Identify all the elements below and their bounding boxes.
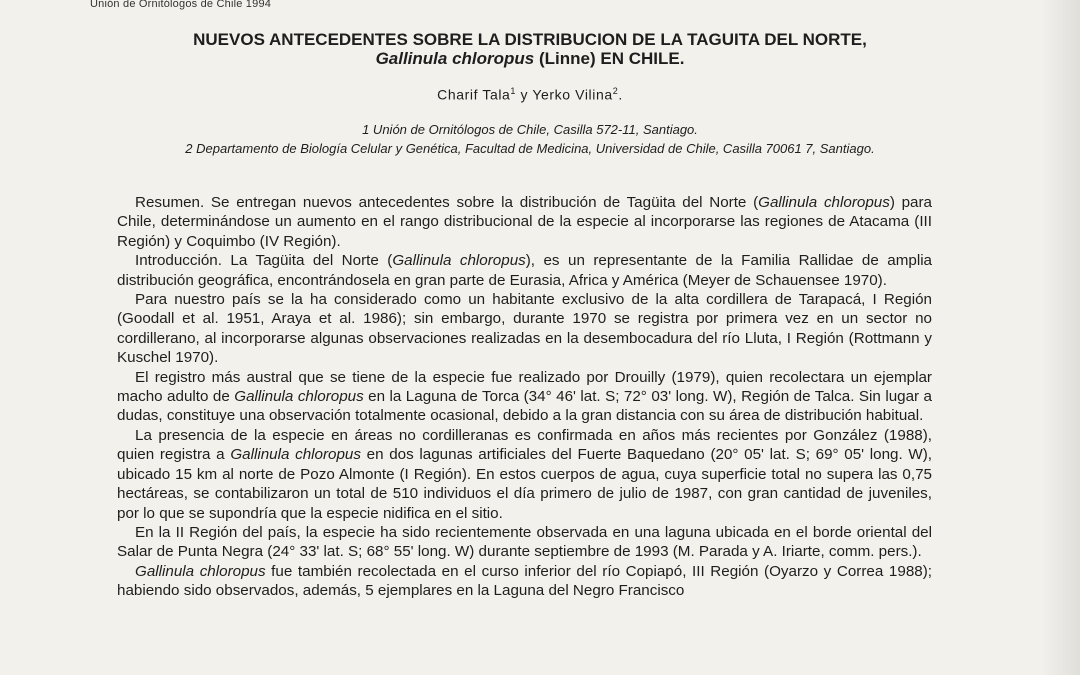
author-2: Yerko Vilina [532,86,613,103]
text-run: fue también recolectada en el curso inferior del río Copiapó, III Región (Oyarzo y Correa 1988); habiendo sido observados, además, 5 ejemplares en la Laguna del Negro Francisco [117,562,932,600]
running-head: Unión de Ornitólogos de Chile 1994 [90,0,272,10]
species-name: Gallinula chloropus [758,194,890,211]
body-text [117,193,932,601]
text-run: ) para Chile, determinándose un aumento en el rango distribucional de la especie al incorporarse las regiones de Atacama (III Región) y Coquimbo (IV Región). [117,194,932,250]
text-run: La presencia de la especie en áreas no cordilleranas es confirmada en años más recientes por González (1988), quien registra a [117,426,932,464]
title-rest: (Linne) EN CHILE. [534,49,685,68]
species-name: Gallinula chloropus [234,388,364,406]
author-2-affil: 2 [612,86,619,96]
text-run: en dos lagunas artificiales del Fuerte Baquedano (20° 05' lat. S; 69° 05' long. W), ubicado 15 km al norte de Pozo Almonte (I Región). En estos cuerpos de agua, cuya superficie total no supera las 0,75 hectáreas, se contabilizaron un total de 510 individuos el día primero de julio de 1987, con gran cantidad de juveniles, por lo que se supondría que la especie nidifica en el sitio. [117,446,932,522]
text-run: El registro más austral que se tiene de la especie fue realizado por Drouilly (1979), quien recolectara un ejemplar macho adulto de [117,368,932,406]
affiliation-2: 2 Departamento de Biología Celular y Genética, Facultad de Medicina, Universidad de Chile, Casilla 70061 7, Santiago. [185,141,875,156]
authors-end: . [618,86,623,103]
authors [90,86,970,103]
text-run: En la II Región del país, la especie ha sido recientemente observada en una laguna ubicada en el borde oriental del Salar de Punta Negra (24° 33' lat. S; 68° 55' long. W) durante septiembre de 1993 (M. Parada y A. Iriarte, comm. pers.). [117,523,932,561]
title-line-2 [90,49,970,68]
paragraph [117,523,932,562]
species-name: Gallinula chloropus [392,252,526,270]
species-name: Gallinula chloropus [230,446,361,464]
author-connector: y [516,86,533,103]
text-run: Para nuestro país se la ha considerado como un habitante exclusivo de la alta cordillera de Tarapacá, I Región (Goodall et al. 1951, Araya et al. 1986); sin embargo, durante 1970 se registra por primera vez en un sector no cordillerano, al incorporarse algunas observaciones realizadas en la desembocadura del río Lluta, I Región (Rottmann y Kuschel 1970). [117,291,932,367]
text-run: Resumen. Se entregan nuevos antecedentes sobre la distribución de Tagüita del Norte ( [135,194,759,211]
paragraph [117,426,932,523]
paragraph [117,562,932,601]
paper-title [90,30,970,68]
author-1-affil: 1 [510,86,517,96]
page-edge-shadow [1040,0,1080,675]
paragraph-introduction [117,251,932,290]
title-line-1: NUEVOS ANTECEDENTES SOBRE LA DISTRIBUCION DE LA TAGUITA DEL NORTE, [193,30,867,49]
text-run: ), es un representante de la Familia Rallidae de amplia distribución geográfica, encontrándosela en gran parte de Eurasia, Africa y América (Meyer de Schauensee 1970). [117,252,933,289]
text-run: Introducción. La Tagüita del Norte ( [135,252,393,270]
paragraph-abstract [117,193,932,251]
paragraph [117,290,932,368]
paragraph [117,368,932,426]
author-1: Charif Tala [437,86,511,103]
species-name: Gallinula chloropus [135,562,266,580]
text-run: en la Laguna de Torca (34° 46' lat. S; 72° 03' long. W), Región de Talca. Sin lugar a dudas, constituye una observación totalmente ocasional, debido a la gran distancia con su área de distribución habitual. [117,388,932,425]
title-species: Gallinula chloropus [375,49,535,68]
affiliation-1: 1 Unión de Ornitólogos de Chile, Casilla 572-11, Santiago. [362,122,698,137]
